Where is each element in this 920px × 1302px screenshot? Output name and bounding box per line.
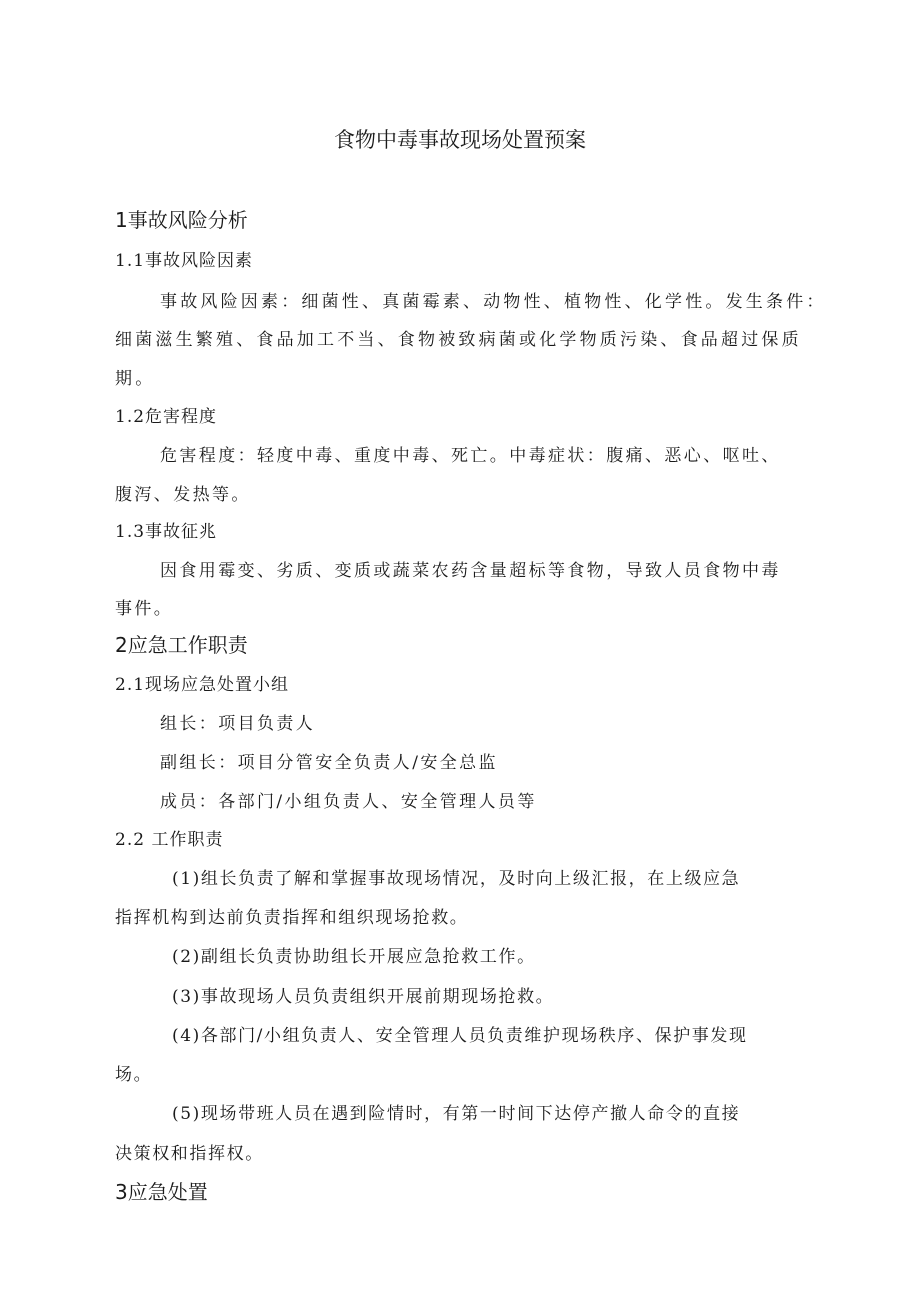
paragraph-line: 事件。 xyxy=(115,599,174,619)
duty-item-5-cont: 决策权和指挥权。 xyxy=(115,1144,264,1164)
paragraph-line: 事故风险因素：细菌性、真菌霉素、动物性、植物性、化学性。发生条件： xyxy=(160,292,827,312)
duty-item-2: (2)副组长负责协助组长开展应急抢救工作。 xyxy=(172,947,536,967)
section-1-2-heading: 1.2危害程度 xyxy=(115,407,218,427)
paragraph-line: 腹泻、发热等。 xyxy=(115,485,251,505)
paragraph-line: 细菌滋生繁殖、食品加工不当、食物被致病菌或化学物质污染、食品超过保质 xyxy=(115,330,802,350)
section-1-heading: 1事故风险分析 xyxy=(115,208,248,232)
paragraph-line: 期。 xyxy=(115,369,156,389)
team-leader: 组长：项目负责人 xyxy=(160,714,316,734)
section-2-2-heading: 2.2 工作职责 xyxy=(115,830,224,850)
section-1-3-heading: 1.3事故征兆 xyxy=(115,522,218,542)
section-1-1-heading: 1.1事故风险因素 xyxy=(115,251,254,271)
duty-item-5: (5)现场带班人员在遇到险情时，有第一时间下达停产撤人命令的直接 xyxy=(172,1104,741,1124)
team-deputy-leader: 副组长：项目分管安全负责人/安全总监 xyxy=(160,753,498,773)
paragraph-line: 因食用霉变、劣质、变质或蔬菜农药含量超标等食物，导致人员食物中毒 xyxy=(160,561,781,581)
duty-item-4-cont: 场。 xyxy=(115,1065,153,1085)
duty-item-3: (3)事故现场人员负责组织开展前期现场抢救。 xyxy=(172,987,555,1007)
section-2-heading: 2应急工作职责 xyxy=(115,633,248,657)
section-2-1-heading: 2.1现场应急处置小组 xyxy=(115,675,290,695)
duty-item-1-cont: 指挥机构到达前负责指挥和组织现场抢救。 xyxy=(115,908,469,928)
team-members: 成员：各部门/小组负责人、安全管理人员等 xyxy=(160,792,537,812)
duty-item-1: (1)组长负责了解和掌握事故现场情况，及时向上级汇报，在上级应急 xyxy=(172,869,741,889)
duty-item-4: (4)各部门/小组负责人、安全管理人员负责维护现场秩序、保护事发现 xyxy=(172,1026,748,1046)
document-title: 食物中毒事故现场处置预案 xyxy=(334,128,586,152)
paragraph-line: 危害程度：轻度中毒、重度中毒、死亡。中毒症状：腹痛、恶心、呕吐、 xyxy=(160,446,781,466)
section-3-heading: 3应急处置 xyxy=(115,1180,208,1204)
